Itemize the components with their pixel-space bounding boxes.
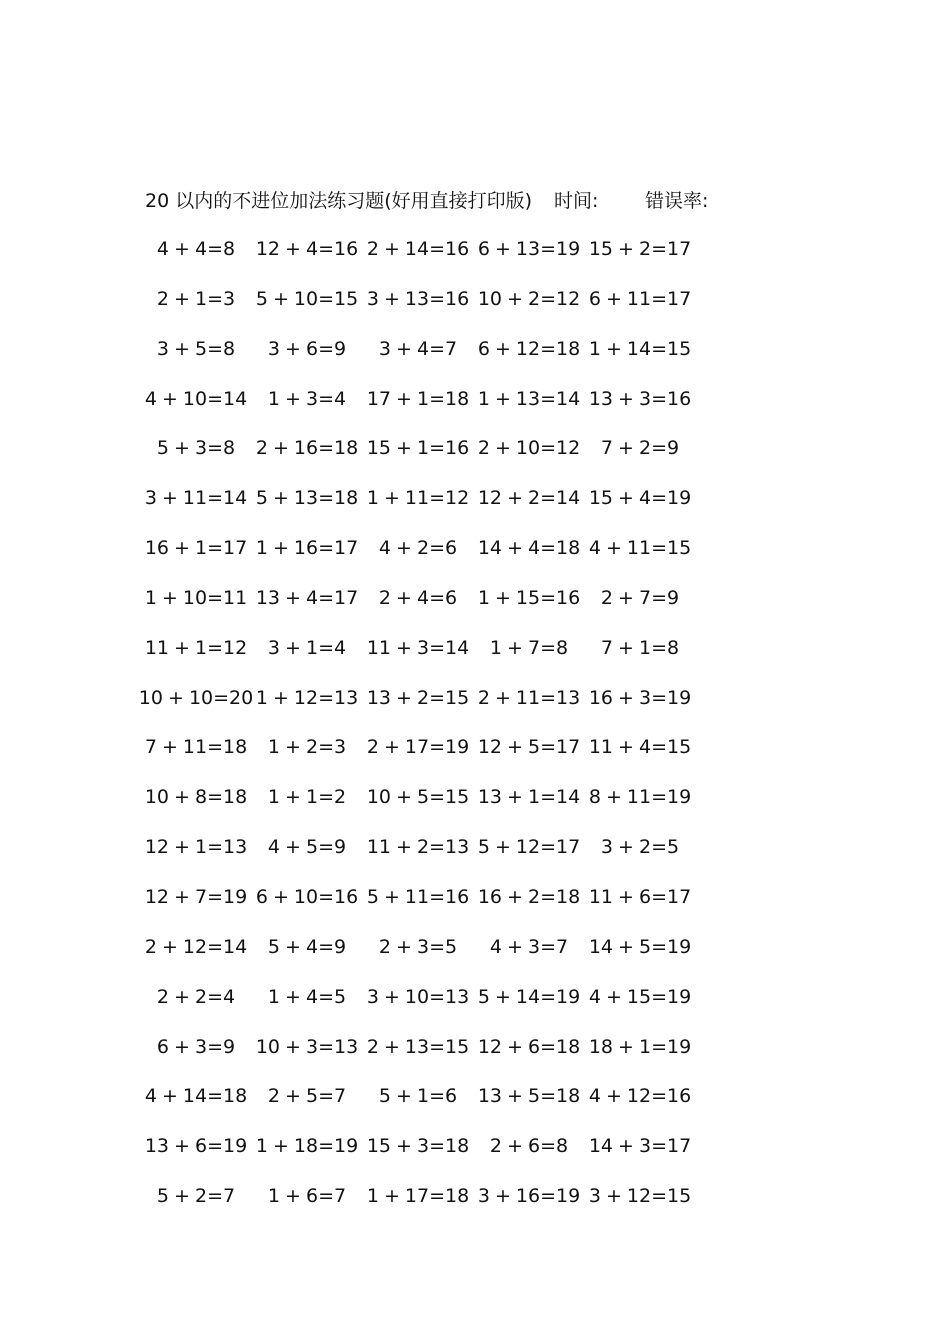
worksheet-title: 20 以内的不进位加法练习题(好用直接打印版) xyxy=(145,190,533,212)
equation-cell: 13 + 6=19 xyxy=(144,1135,248,1158)
equation-cell: 3 + 16=19 xyxy=(477,1185,581,1208)
equation-cell: 3 + 5=8 xyxy=(156,337,236,360)
equation-row xyxy=(0,982,950,1032)
equation-cell: 2 + 10=12 xyxy=(477,437,581,460)
equation-cell: 4 + 4=8 xyxy=(156,238,236,260)
equation-row xyxy=(0,732,950,782)
equation-cell: 13 + 1=14 xyxy=(477,786,581,809)
equation-cell: 1 + 17=18 xyxy=(366,1185,470,1208)
equation-cell: 3 + 11=14 xyxy=(144,487,248,510)
equation-cell: 3 + 1=4 xyxy=(267,636,347,659)
equation-cell: 14 + 5=19 xyxy=(588,935,692,958)
equation-cell: 4 + 12=16 xyxy=(588,1085,692,1108)
equation-row xyxy=(0,234,950,284)
equation-cell: 2 + 17=19 xyxy=(366,736,470,759)
equation-cell: 2 + 16=18 xyxy=(255,437,359,460)
equation-cell: 4 + 14=18 xyxy=(144,1085,248,1108)
equation-cell: 2 + 13=15 xyxy=(366,1035,470,1058)
equation-cell: 5 + 4=9 xyxy=(267,935,347,958)
equation-cell: 12 + 6=18 xyxy=(477,1035,581,1058)
equation-cell: 16 + 2=18 xyxy=(477,885,581,908)
error-rate-label: 错误率: xyxy=(645,190,709,212)
worksheet-header xyxy=(145,186,845,216)
equation-cell: 3 + 12=15 xyxy=(588,1185,692,1208)
equation-cell: 1 + 14=15 xyxy=(588,337,692,360)
equation-cell: 13 + 3=16 xyxy=(588,387,692,410)
equation-cell: 2 + 1=3 xyxy=(156,287,236,310)
equation-row xyxy=(0,832,950,882)
equation-cell: 4 + 10=14 xyxy=(144,387,248,410)
equation-cell: 5 + 3=8 xyxy=(156,437,236,460)
equation-cell: 2 + 5=7 xyxy=(267,1085,347,1108)
equation-cell: 10 + 3=13 xyxy=(255,1035,359,1058)
equation-row xyxy=(0,932,950,982)
equation-cell: 6 + 12=18 xyxy=(477,337,581,360)
equation-cell: 2 + 6=8 xyxy=(489,1135,569,1158)
equation-row xyxy=(0,384,950,434)
equation-row xyxy=(0,284,950,334)
equation-row xyxy=(0,583,950,633)
equation-cell: 13 + 2=15 xyxy=(366,686,470,709)
equation-cell: 1 + 3=4 xyxy=(267,387,347,410)
time-label: 时间: xyxy=(554,190,599,212)
equation-cell: 1 + 13=14 xyxy=(477,387,581,410)
equation-cell: 15 + 1=16 xyxy=(366,437,470,460)
equation-row xyxy=(0,334,950,384)
equation-row xyxy=(0,483,950,533)
equation-cell: 15 + 4=19 xyxy=(588,487,692,510)
equation-cell: 4 + 5=9 xyxy=(267,836,347,859)
equation-cell: 8 + 11=19 xyxy=(588,786,692,809)
equation-cell: 1 + 12=13 xyxy=(255,686,359,709)
equation-cell: 15 + 3=18 xyxy=(366,1135,470,1158)
equation-cell: 1 + 10=11 xyxy=(144,586,248,609)
equation-cell: 3 + 4=7 xyxy=(378,337,458,360)
equation-cell: 7 + 2=9 xyxy=(600,437,680,460)
equation-cell: 1 + 4=5 xyxy=(267,985,347,1008)
equation-grid xyxy=(0,234,950,1231)
equation-cell: 4 + 2=6 xyxy=(378,537,458,560)
equation-row xyxy=(0,882,950,932)
equation-cell: 5 + 13=18 xyxy=(255,487,359,510)
equation-cell: 16 + 3=19 xyxy=(588,686,692,709)
equation-cell: 7 + 11=18 xyxy=(144,736,248,759)
equation-cell: 1 + 18=19 xyxy=(255,1135,359,1158)
equation-cell: 1 + 2=3 xyxy=(267,736,347,759)
equation-cell: 2 + 4=6 xyxy=(378,586,458,609)
equation-cell: 1 + 11=12 xyxy=(366,487,470,510)
equation-cell: 12 + 1=13 xyxy=(144,836,248,859)
equation-cell: 5 + 1=6 xyxy=(378,1085,458,1108)
equation-cell: 10 + 8=18 xyxy=(144,786,248,809)
equation-row xyxy=(0,533,950,583)
equation-row xyxy=(0,1032,950,1082)
equation-row xyxy=(0,633,950,683)
equation-cell: 2 + 2=4 xyxy=(156,985,236,1008)
equation-cell: 5 + 14=19 xyxy=(477,985,581,1008)
equation-cell: 11 + 2=13 xyxy=(366,836,470,859)
equation-cell: 2 + 14=16 xyxy=(366,238,470,260)
equation-row xyxy=(0,1131,950,1181)
equation-cell: 16 + 1=17 xyxy=(144,537,248,560)
equation-cell: 11 + 3=14 xyxy=(366,636,470,659)
equation-cell: 13 + 5=18 xyxy=(477,1085,581,1108)
equation-cell: 4 + 3=7 xyxy=(489,935,569,958)
equation-row xyxy=(0,683,950,733)
equation-cell: 11 + 1=12 xyxy=(144,636,248,659)
equation-cell: 12 + 7=19 xyxy=(144,885,248,908)
equation-cell: 5 + 11=16 xyxy=(366,885,470,908)
equation-cell: 10 + 10=20 xyxy=(138,686,254,709)
equation-cell: 3 + 13=16 xyxy=(366,287,470,310)
equation-cell: 3 + 6=9 xyxy=(267,337,347,360)
equation-cell: 10 + 2=12 xyxy=(477,287,581,310)
equation-cell: 7 + 1=8 xyxy=(600,636,680,659)
equation-cell: 11 + 4=15 xyxy=(588,736,692,759)
equation-cell: 14 + 3=17 xyxy=(588,1135,692,1158)
equation-cell: 12 + 2=14 xyxy=(477,487,581,510)
equation-cell: 6 + 10=16 xyxy=(255,885,359,908)
equation-cell: 11 + 6=17 xyxy=(588,885,692,908)
equation-cell: 17 + 1=18 xyxy=(366,387,470,410)
equation-cell: 5 + 12=17 xyxy=(477,836,581,859)
equation-cell: 1 + 1=2 xyxy=(267,786,347,809)
equation-cell: 3 + 2=5 xyxy=(600,836,680,859)
equation-row xyxy=(0,1081,950,1131)
equation-cell: 14 + 4=18 xyxy=(477,537,581,560)
equation-cell: 12 + 4=16 xyxy=(255,238,359,260)
equation-cell: 1 + 6=7 xyxy=(267,1185,347,1208)
equation-cell: 6 + 13=19 xyxy=(477,238,581,260)
equation-cell: 5 + 2=7 xyxy=(156,1185,236,1208)
equation-cell: 2 + 11=13 xyxy=(477,686,581,709)
equation-cell: 5 + 10=15 xyxy=(255,287,359,310)
equation-cell: 4 + 15=19 xyxy=(588,985,692,1008)
equation-cell: 2 + 3=5 xyxy=(378,935,458,958)
equation-cell: 1 + 16=17 xyxy=(255,537,359,560)
equation-cell: 13 + 4=17 xyxy=(255,586,359,609)
equation-cell: 4 + 11=15 xyxy=(588,537,692,560)
equation-cell: 6 + 11=17 xyxy=(588,287,692,310)
equation-cell: 6 + 3=9 xyxy=(156,1035,236,1058)
equation-cell: 10 + 5=15 xyxy=(366,786,470,809)
equation-cell: 1 + 15=16 xyxy=(477,586,581,609)
equation-cell: 2 + 12=14 xyxy=(144,935,248,958)
equation-cell: 1 + 7=8 xyxy=(489,636,569,659)
equation-cell: 15 + 2=17 xyxy=(588,238,692,260)
equation-row xyxy=(0,782,950,832)
equation-cell: 12 + 5=17 xyxy=(477,736,581,759)
equation-row xyxy=(0,1181,950,1231)
equation-row xyxy=(0,433,950,483)
equation-cell: 3 + 10=13 xyxy=(366,985,470,1008)
equation-cell: 2 + 7=9 xyxy=(600,586,680,609)
equation-cell: 18 + 1=19 xyxy=(588,1035,692,1058)
